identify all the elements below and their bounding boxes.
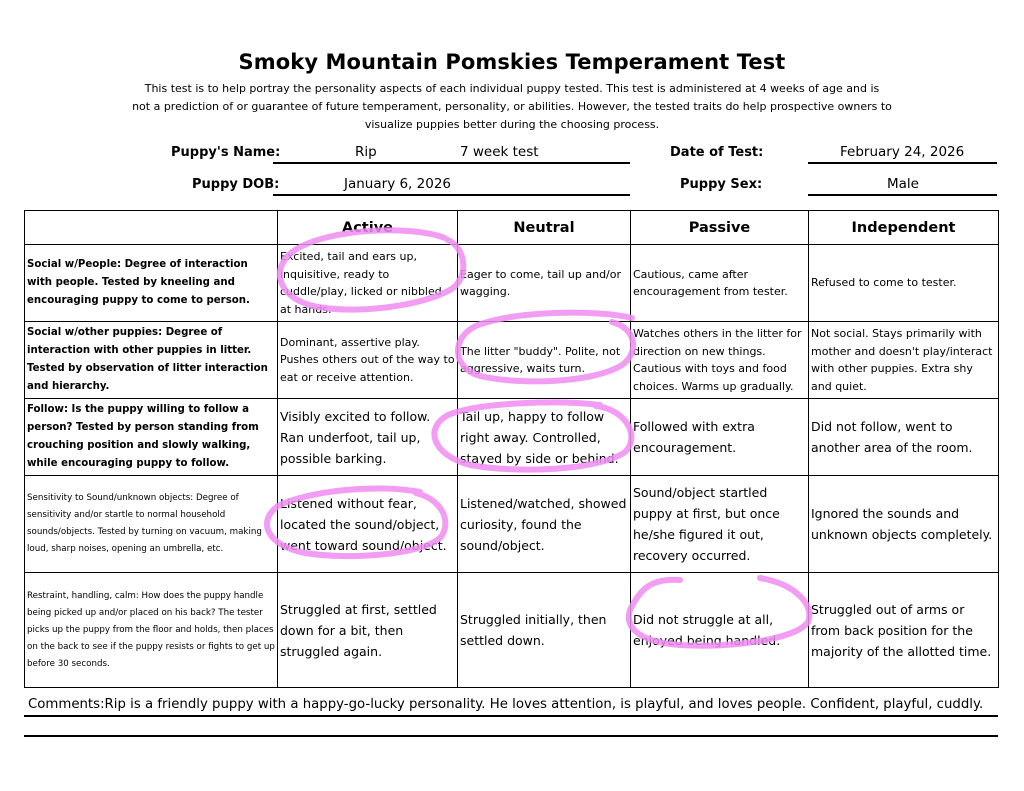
document-title: Smoky Mountain Pomskies Temperament Test <box>238 50 786 74</box>
column-header-neutral: Neutral <box>458 211 631 245</box>
cell-passive: Cautious, came after encouragement from tester. <box>631 245 809 322</box>
cell-active: Struggled at first, settled down for a bit, then struggled again. <box>278 573 458 688</box>
puppy-name-value: Rip <box>355 144 377 160</box>
column-header-active: Active <box>278 211 458 245</box>
cell-independent: Refused to come to tester. <box>809 245 999 322</box>
cell-neutral: The litter "buddy". Polite, not aggressive, waits turn. <box>458 322 631 399</box>
category-follow: Follow: Is the puppy willing to follow a person? Tested by person standing from crouching position and slowly walking, while encouraging puppy to follow. <box>25 399 278 476</box>
table-row <box>25 573 999 688</box>
puppy-dob-value: January 6, 2026 <box>344 176 451 192</box>
table-row <box>25 245 999 322</box>
cell-active: Listened without fear, located the sound/object, went toward sound/object. <box>278 476 458 573</box>
category-social-puppies: Social w/other puppies: Degree of interaction with other puppies in litter. Tested by observation of litter interaction and hierarchy. <box>25 322 278 399</box>
test-note: 7 week test <box>460 144 539 160</box>
column-header-passive: Passive <box>631 211 809 245</box>
puppy-name-label: Puppy's Name: <box>171 145 281 160</box>
puppy-dob-label: Puppy DOB: <box>192 177 280 192</box>
temperament-table <box>24 210 999 688</box>
cell-independent: Not social. Stays primarily with mother and doesn't play/interact with other puppies. Extra shy and quiet. <box>809 322 999 399</box>
cell-passive: Sound/object startled puppy at first, but once he/she figured it out, recovery occurred. <box>631 476 809 573</box>
puppy-sex-line <box>808 194 997 196</box>
header-empty <box>25 211 278 245</box>
cell-active: Visibly excited to follow. Ran underfoot, tail up, possible barking. <box>278 399 458 476</box>
intro-line: This test is to help portray the personality aspects of each individual puppy tested. This test is administered at 4 weeks of age and is <box>144 82 880 95</box>
cell-neutral: Eager to come, tail up and/or wagging. <box>458 245 631 322</box>
date-of-test-line <box>808 162 997 164</box>
cell-independent: Struggled out of arms or from back position for the majority of the allotted time. <box>809 573 999 688</box>
puppy-dob-line <box>273 194 630 196</box>
column-header-independent: Independent <box>809 211 999 245</box>
table-row <box>25 476 999 573</box>
cell-active: Dominant, assertive play. Pushes others out of the way to eat or receive attention. <box>278 322 458 399</box>
cell-neutral: Struggled initially, then settled down. <box>458 573 631 688</box>
table-header-row <box>25 211 999 245</box>
puppy-name-line <box>273 162 630 164</box>
table-row <box>25 322 999 399</box>
category-restraint: Restraint, handling, calm: How does the puppy handle being picked up and/or placed on his back? The tester picks up the puppy from the floor and holds, then places on the back to see if the puppy resists or fights to get up before 30 seconds. <box>25 573 278 688</box>
cell-passive: Followed with extra encouragement. <box>631 399 809 476</box>
puppy-sex-label: Puppy Sex: <box>680 177 763 192</box>
cell-active: Excited, tail and ears up, inquisitive, ready to cuddle/play, licked or nibbled at hands. <box>278 245 458 322</box>
table-row <box>25 399 999 476</box>
category-social-people: Social w/People: Degree of interaction with people. Tested by kneeling and encouraging puppy to come to person. <box>25 245 278 322</box>
date-of-test-value: February 24, 2026 <box>840 144 965 160</box>
category-sensitivity: Sensitivity to Sound/unknown objects: Degree of sensitivity and/or startle to normal household sounds/objects. Tested by turning on vacuum, making loud, sharp noises, opening an umbrella, etc. <box>25 476 278 573</box>
cell-neutral: Tail up, happy to follow right away. Controlled, stayed by side or behind. <box>458 399 631 476</box>
cell-passive: Watches others in the litter for direction on new things. Cautious with toys and food choices. Warms up gradually. <box>631 322 809 399</box>
intro-line: not a prediction of or guarantee of future temperament, personality, or abilities. However, the tested traits do help prospective owners to <box>132 100 892 113</box>
puppy-sex-value: Male <box>887 176 919 192</box>
date-of-test-label: Date of Test: <box>670 145 764 160</box>
comments-line-extra <box>24 735 998 737</box>
cell-independent: Ignored the sounds and unknown objects completely. <box>809 476 999 573</box>
comments-text: Comments:Rip is a friendly puppy with a happy-go-lucky personality. He loves attention, is playful, and loves people. Confident, playful, cuddly. <box>28 697 984 712</box>
intro-line: visualize puppies better during the choosing process. <box>364 118 660 131</box>
cell-passive: Did not struggle at all, enjoyed being handled. <box>631 573 809 688</box>
cell-neutral: Listened/watched, showed curiosity, found the sound/object. <box>458 476 631 573</box>
comments-line <box>24 715 998 717</box>
intro-text <box>110 80 914 134</box>
cell-independent: Did not follow, went to another area of the room. <box>809 399 999 476</box>
